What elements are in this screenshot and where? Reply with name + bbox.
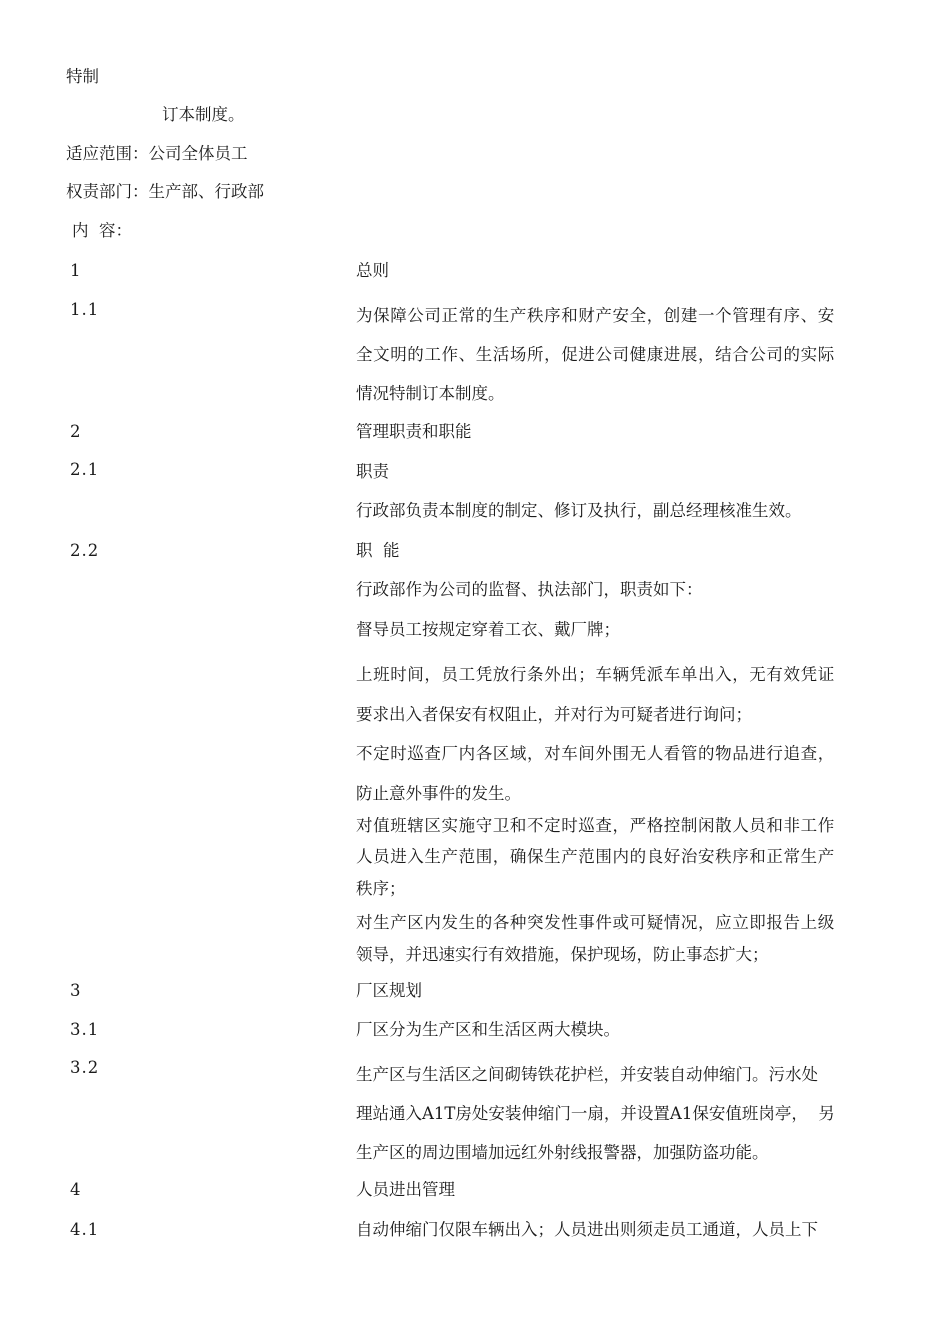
- section-2-2-line-1: 行政部作为公司的监督、执法部门，职责如下：: [356, 580, 703, 599]
- section-4-number: 4: [70, 1180, 82, 1199]
- section-4-1-number: 4.1: [70, 1220, 100, 1239]
- section-2-2-line-7: 对值班辖区实施守卫和不定时巡查，严格控制闲散人员和非工作: [356, 816, 835, 835]
- section-2-2-line-11: 领导，并迅速实行有效措施，保护现场，防止事态扩大；: [356, 945, 769, 964]
- content-label: 内 容：: [72, 221, 132, 240]
- section-2-2-line-4: 要求出入者保安有权阻止，并对行为可疑者进行询问；: [356, 705, 752, 724]
- section-2-2-number: 2.2: [70, 541, 100, 560]
- section-4-1-text: 自动伸缩门仅限车辆出入；人员进出则须走员工通道，人员上下: [356, 1220, 818, 1239]
- section-3-1-number: 3.1: [70, 1020, 100, 1039]
- header-line-1: 特制: [66, 67, 99, 86]
- section-2-title: 管理职责和职能: [356, 422, 472, 441]
- section-1-1-number: 1.1: [70, 300, 100, 319]
- section-2-number: 2: [70, 422, 82, 441]
- department-line: 权责部门：生产部、行政部: [66, 182, 264, 201]
- section-2-2-line-5: 不定时巡查厂内各区域，对车间外围无人看管的物品进行追查，: [356, 744, 835, 763]
- section-3-2-line-1: 生产区与生活区之间砌铸铁花护栏，并安装自动伸缩门。污水处: [356, 1065, 818, 1084]
- section-3-2-number: 3.2: [70, 1058, 100, 1077]
- section-2-2-title: 职 能: [356, 541, 400, 560]
- scope-line: 适应范围：公司全体员工: [66, 144, 248, 163]
- section-2-1-text: 行政部负责本制度的制定、修订及执行，副总经理核准生效。: [356, 501, 802, 520]
- section-1-1-line-2: 全文明的工作、生活场所，促进公司健康进展，结合公司的实际: [356, 345, 835, 364]
- section-2-1-number: 2.1: [70, 460, 100, 479]
- section-2-2-line-3: 上班时间，员工凭放行条外出；车辆凭派车单出入，无有效凭证: [356, 665, 835, 684]
- header-line-2: 订本制度。: [162, 105, 245, 124]
- section-4-title: 人员进出管理: [356, 1180, 455, 1199]
- section-1-title: 总则: [356, 261, 389, 280]
- section-1-number: 1: [70, 261, 82, 280]
- section-2-1-title: 职责: [356, 462, 389, 481]
- section-2-2-line-8: 人员进入生产范围，确保生产范围内的良好治安秩序和正常生产: [356, 847, 835, 866]
- section-2-2-line-2: 督导员工按规定穿着工衣、戴厂牌；: [356, 620, 620, 639]
- section-2-2-line-10: 对生产区内发生的各种突发性事件或可疑情况，应立即报告上级: [356, 913, 835, 932]
- section-3-1-text: 厂区分为生产区和生活区两大模块。: [356, 1020, 620, 1039]
- section-1-1-line-1: 为保障公司正常的生产秩序和财产安全，创建一个管理有序、安: [356, 306, 835, 325]
- section-1-1-line-3: 情况特制订本制度。: [356, 384, 505, 403]
- section-2-2-line-6: 防止意外事件的发生。: [356, 784, 521, 803]
- section-3-title: 厂区规划: [356, 981, 422, 1000]
- section-3-2-line-3: 生产区的周边围墙加远红外射线报警器，加强防盗功能。: [356, 1143, 769, 1162]
- section-3-number: 3: [70, 981, 82, 1000]
- section-3-2-line-2: 理站通入A1T房处安装伸缩门一扇，并设置A1保安值班岗亭， 另: [356, 1104, 835, 1123]
- section-2-2-line-9: 秩序；: [356, 879, 406, 898]
